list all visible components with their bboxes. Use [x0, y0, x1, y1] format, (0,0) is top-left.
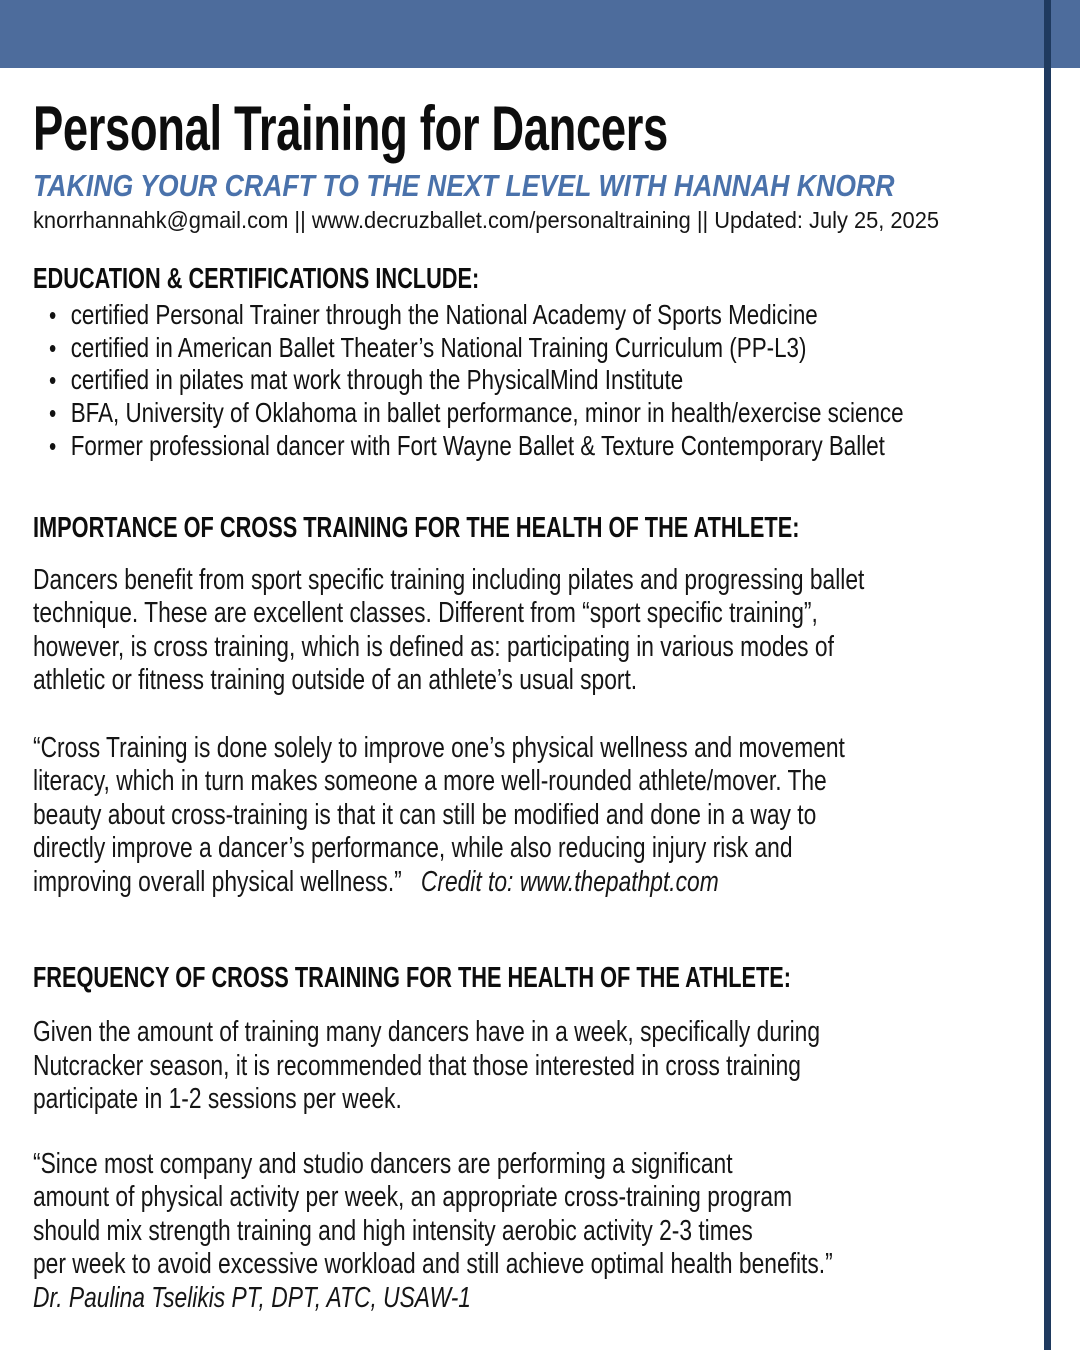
- list-item: [33, 397, 1044, 430]
- list-item: [33, 430, 1044, 463]
- frequency-quote-paragraph: [33, 1148, 1044, 1316]
- page-title: Personal Training for Dancers: [33, 94, 668, 164]
- list-item: [33, 332, 1044, 365]
- education-bullet-list: [33, 299, 1044, 463]
- bullet-text: certified in pilates mat work through the PhysicalMind Institute: [70, 364, 684, 396]
- text-line: athletic or fitness training outside of an athlete’s usual sport.: [33, 664, 638, 697]
- bullet-icon: •: [49, 300, 57, 330]
- bullet-icon: •: [49, 398, 57, 429]
- text-line: literacy, which in turn makes someone a more well-rounded athlete/mover. The: [33, 765, 827, 798]
- education-heading: EDUCATION & CERTIFICATIONS INCLUDE:: [33, 263, 480, 295]
- importance-heading: IMPORTANCE OF CROSS TRAINING FOR THE HEALTH OF THE ATHLETE:: [33, 511, 800, 544]
- right-vertical-rule: [1044, 0, 1051, 1350]
- text-line: however, is cross training, which is defined as: participating in various modes of: [33, 630, 834, 663]
- bullet-icon: •: [49, 365, 57, 396]
- frequency-paragraph: [33, 1016, 1044, 1117]
- importance-paragraph: [33, 564, 1044, 698]
- text-line: [33, 866, 1044, 900]
- text-line: “Since most company and studio dancers are performing a significant: [33, 1147, 733, 1180]
- attribution-text: Dr. Paulina Tselikis PT, DPT, ATC, USAW-1: [33, 1281, 471, 1314]
- text-line: per week to avoid excessive workload and still achieve optimal health benefits.”: [33, 1248, 833, 1281]
- document-content: [33, 68, 1044, 1315]
- credit-text: Credit to: www.thepathpt.com: [420, 865, 719, 898]
- bullet-icon: •: [49, 332, 57, 363]
- list-item: [33, 299, 1044, 332]
- text-line: Given the amount of training many dancers have in a week, specifically during: [33, 1016, 821, 1049]
- bullet-text: certified in American Ballet Theater’s National Training Curriculum (PP-L3): [70, 331, 807, 363]
- text-line: amount of physical activity per week, an appropriate cross-training program: [33, 1181, 793, 1214]
- contact-line: knorrhannahk@gmail.com || www.decruzballet.com/personaltraining || Updated: July 25, 2025: [33, 207, 940, 233]
- bullet-icon: •: [49, 430, 57, 461]
- text-line: should mix strength training and high intensity aerobic activity 2-3 times: [33, 1214, 753, 1247]
- importance-quote-paragraph: [33, 732, 1044, 900]
- text-line: Nutcracker season, it is recommended that those interested in cross training: [33, 1049, 801, 1082]
- quote-end-text: improving overall physical wellness.”: [33, 865, 402, 898]
- bullet-text: certified Personal Trainer through the National Academy of Sports Medicine: [70, 299, 818, 330]
- frequency-heading: FREQUENCY OF CROSS TRAINING FOR THE HEALTH OF THE ATHLETE:: [33, 962, 792, 995]
- text-line: “Cross Training is done solely to improve one’s physical wellness and movement: [33, 731, 845, 764]
- page-subtitle: TAKING YOUR CRAFT TO THE NEXT LEVEL WITH HANNAH KNORR: [33, 168, 895, 203]
- text-line: Dancers benefit from sport specific training including pilates and progressing ballet: [33, 563, 865, 596]
- list-item: [33, 364, 1044, 397]
- text-line: directly improve a dancer’s performance, while also reducing injury risk and: [33, 832, 793, 865]
- top-banner: [0, 0, 1080, 68]
- bullet-text: Former professional dancer with Fort Wayne Ballet & Texture Contemporary Ballet: [70, 429, 885, 461]
- text-line: beauty about cross-training is that it can still be modified and done in a way to: [33, 798, 817, 831]
- bullet-text: BFA, University of Oklahoma in ballet performance, minor in health/exercise science: [70, 397, 904, 429]
- text-line: technique. These are excellent classes. Different from “sport specific training”,: [33, 597, 818, 630]
- text-line: participate in 1-2 sessions per week.: [33, 1083, 402, 1116]
